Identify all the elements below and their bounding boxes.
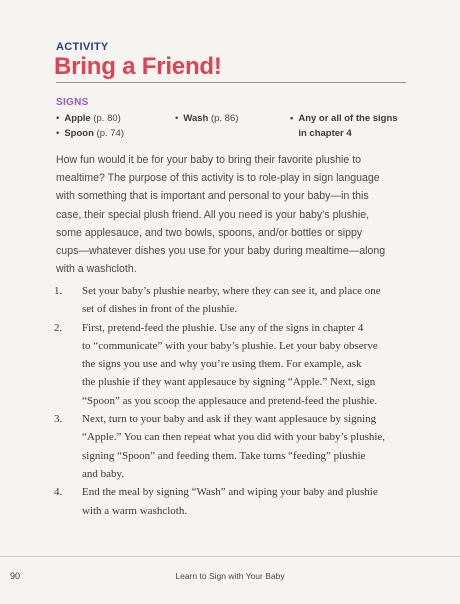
step-number: 4. xyxy=(54,486,63,499)
activity-kicker: ACTIVITY xyxy=(56,41,109,53)
signs-column-1 xyxy=(56,111,124,141)
sign-item-continued: in chapter 4 xyxy=(298,128,352,139)
step-number: 1. xyxy=(54,285,63,297)
step-item: 3. Next, turn to your baby and ask if they want applesauce by signing “Apple.” You can then repeat what you did with your baby’s plushie, signing “Spoon” and feeding them. Take turns “feeding” plushie and baby. xyxy=(54,410,414,483)
step-number: 2. xyxy=(54,321,63,334)
footer-divider xyxy=(0,556,460,557)
step-item: 1. Set your baby’s plushie nearby, where they can see it, and place one set of dishes in front of the plushie. xyxy=(54,282,414,319)
bullet-icon: • xyxy=(175,113,179,124)
sign-item: • Any or all of the signs xyxy=(290,113,398,124)
running-title: Learn to Sign with Your Baby xyxy=(175,571,285,581)
sign-item: • Apple (p. 80) xyxy=(56,113,121,124)
sign-item: • Spoon (p. 74) xyxy=(56,128,124,139)
signs-heading: SIGNS xyxy=(56,97,89,108)
page-number: 90 xyxy=(10,571,21,581)
bullet-icon: • xyxy=(56,128,60,139)
title-divider xyxy=(56,82,406,83)
intro-paragraph: How fun would it be for your baby to bring their favorite plushie to mealtime? The purpose of this activity is to role-play in sign language with something that is important and personal to your baby—in this case, their special plush friend. All you need is your baby’s plushie, some applesauce, and two bowls, spoons, and/or bottles or sippy cups—whatever dishes you use for your baby during mealtime—along with a washcloth. xyxy=(56,154,386,276)
bullet-icon: • xyxy=(56,113,60,124)
steps-list xyxy=(54,282,414,520)
bullet-icon: • xyxy=(290,113,294,124)
step-item: 2. First, pretend-feed the plushie. Use any of the signs in chapter 4 to “communicate” with your baby’s plushie. Let your baby observe the signs you use and why you’re using them. For example, ask the plushie if they want applesauce by signing “Apple.” Next, sign “Spoon” as you scoop the applesauce and pretend-feed the plushie. xyxy=(54,319,414,410)
activity-title: Bring a Friend! xyxy=(54,53,222,80)
step-number: 3. xyxy=(54,413,63,426)
sign-item: • Wash (p. 86) xyxy=(175,113,239,124)
signs-column-3 xyxy=(290,111,398,141)
signs-column-2 xyxy=(175,111,238,126)
step-item: 4. End the meal by signing “Wash” and wiping your baby and plushie with a warm washcloth. xyxy=(54,483,414,520)
